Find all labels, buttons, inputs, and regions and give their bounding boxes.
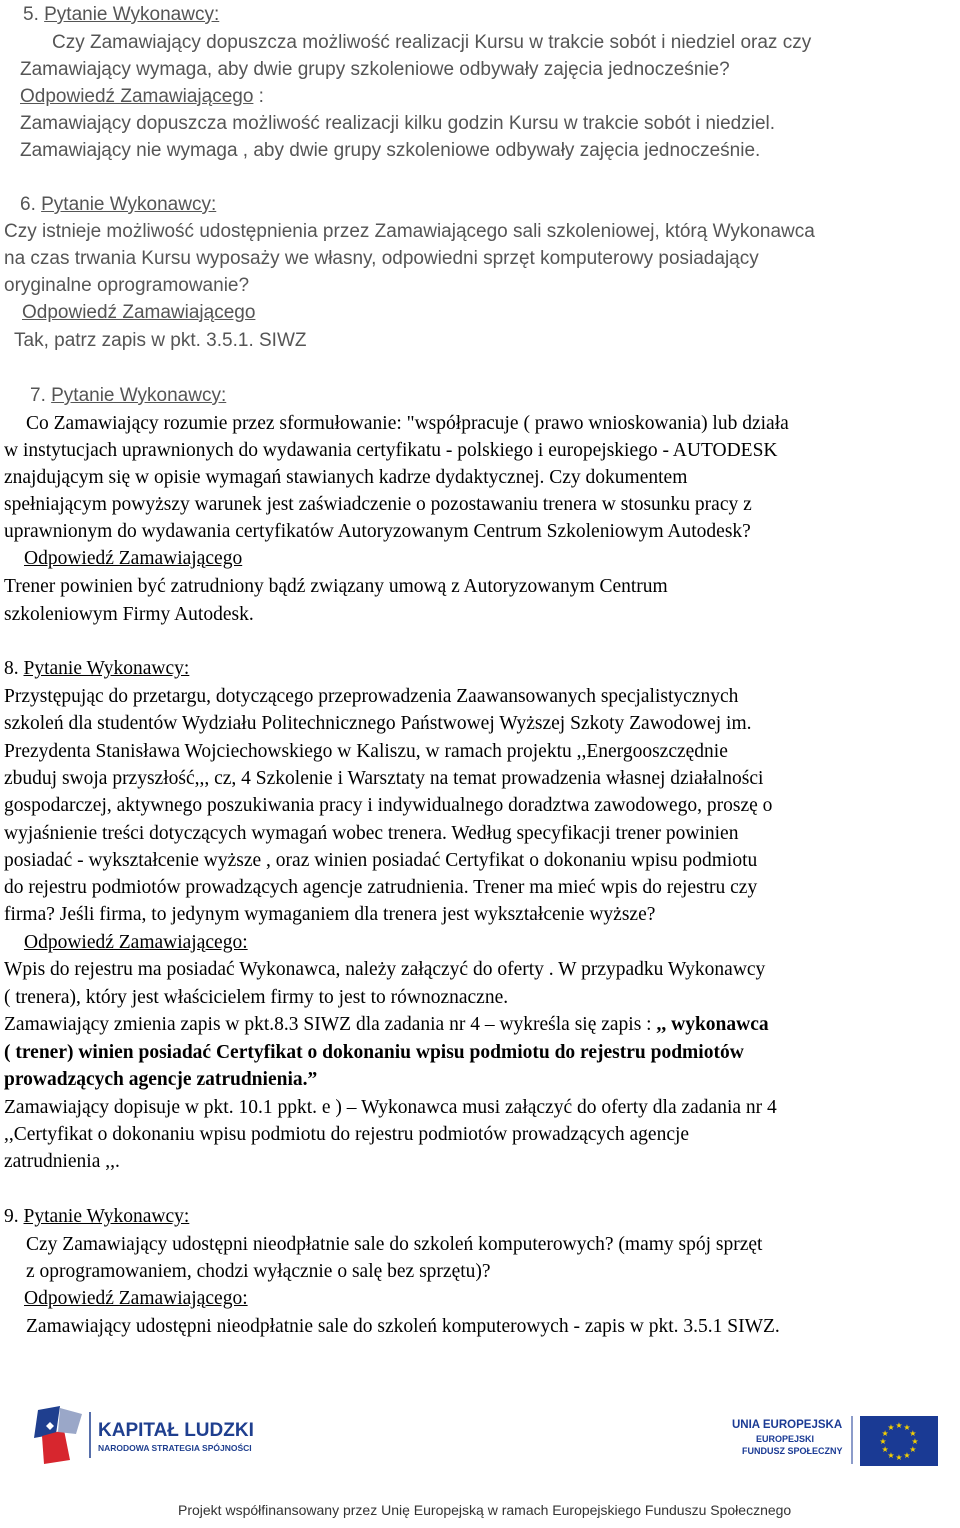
q8-line-4: zbuduj swoja przyszłość,,, cz, 4 Szkolenie i Warsztaty na temat prowadzenia własnej działalności: [4, 768, 764, 789]
q8-line-6: wyjaśnienie treści dotyczących wymagań wobec trenera. Według specyfikacji trener powinien: [4, 823, 739, 844]
eu-line-1: UNIA EUROPEJSKA: [732, 1419, 843, 1431]
eu-social-fund-logo: [728, 1412, 960, 1468]
q7-answer-line-2: szkoleniowym Firmy Autodesk.: [4, 604, 254, 625]
kapital-ludzki-subtitle: NARODOWA STRATEGIA SPÓJNOŚCI: [98, 1443, 252, 1453]
eu-flag-icon: [728, 1412, 960, 1468]
eu-star-icon: ★: [909, 1429, 917, 1438]
q7-heading: [30, 384, 226, 408]
q5-answer-label: Odpowiedź Zamawiającego: [20, 86, 254, 107]
q8-line-2: szkoleń dla studentów Wydziału Politechnicznego Państwowej Wyższej Szkoty Zawodowej im.: [4, 713, 752, 734]
kapital-ludzki-logo: [20, 1404, 280, 1466]
q5-answer-heading: [20, 85, 264, 109]
q5-answer-colon: :: [253, 86, 264, 107]
footer-note: Projekt współfinansowany przez Unię Europejską w ramach Europejskiego Funduszu Społecznego: [178, 1502, 792, 1518]
q8-line-7: posiadać - wykształcenie wyższe , oraz winien posiadać Certyfikat o dokonaniu wpisu podmiotu: [4, 850, 758, 871]
q9-answer-label: Odpowiedź Zamawiającego:: [24, 1288, 248, 1309]
eu-star-icon: ★: [911, 1437, 919, 1446]
eu-star-icon: ★: [895, 1421, 903, 1430]
q7-line-1: Co Zamawiający rozumie przez sformułowanie: "współpracuje ( prawo wnioskowania) lub działa: [26, 413, 789, 434]
q8-line-9: firma? Jeśli firma, to jedynym wymaganiem dla trenera jest wykształcenie wyższe?: [4, 904, 656, 925]
q8-change-line-2: ( trener) winien posiadać Certyfikat o dokonaniu wpisu podmiotu do rejestru podmiotów: [4, 1042, 744, 1063]
q7-answer-line-1: Trener powinien być zatrudniony bądź związany umową z Autoryzowanym Centrum: [4, 576, 668, 597]
q9-heading-num: 9.: [4, 1206, 24, 1227]
q5-line-1: Czy Zamawiający dopuszcza możliwość realizacji Kursu w trakcie sobót i niedziel oraz czy: [52, 32, 812, 53]
q8-answer-heading: [24, 931, 248, 955]
q9-heading: [4, 1205, 189, 1229]
eu-star-icon: ★: [887, 1450, 895, 1460]
q6-answer-line-1: Tak, patrz zapis w pkt. 3.5.1. SIWZ: [14, 330, 307, 351]
eu-star-icon: ★: [887, 1423, 895, 1433]
q7-heading-label: Pytanie Wykonawcy:: [51, 385, 227, 406]
eu-star-icon: ★: [881, 1429, 889, 1438]
q8-line-8: do rejestru podmiotów prowadzących agencje zatrudnienia. Trener ma mieć wpis do rejestru czy: [4, 877, 758, 898]
eu-line-3: FUNDUSZ SPOŁECZNY: [742, 1446, 843, 1456]
q8-change-line-3: prowadzących agencje zatrudnienia.”: [4, 1069, 318, 1090]
q7-answer-heading: [24, 547, 242, 571]
q9-answer-line-1: Zamawiający udostępni nieodpłatnie sale do szkoleń komputerowych - zapis w pkt. 3.5.1 SIWZ.: [26, 1316, 780, 1337]
q8-line-3-text: Prezydenta Stanisława Wojciechowskiego w Kaliszu, w ramach projektu ,,Energooszczędnie: [4, 741, 728, 762]
q7-line-2: w instytucjach uprawnionych do wydawania certyfikatu - polskiego i europejskiego - AUTODESK: [4, 440, 778, 461]
q8-change-bold-1: ,, wykonawca: [656, 1014, 769, 1035]
q9-heading-label: Pytanie Wykonawcy:: [23, 1206, 190, 1227]
q8-add-line-2: [4, 1123, 956, 1147]
q5-answer-line-1: Zamawiający dopuszcza możliwość realizacji kilku godzin Kursu w trakcie sobót i niedziel.: [20, 113, 776, 134]
q9-answer-heading: [24, 1287, 248, 1311]
q6-answer-heading: [22, 301, 255, 325]
q8-add-line-3: zatrudnienia ,,.: [4, 1151, 120, 1172]
q8-change-line-1: [4, 1013, 769, 1037]
q5-heading-num: 5.: [23, 4, 45, 25]
q8-answer-line-2: ( trenera), który jest właścicielem firmy to jest to równoznaczne.: [4, 987, 509, 1008]
q5-line-2: Zamawiający wymaga, aby dwie grupy szkoleniowe odbywały zajęcia jednocześnie?: [20, 59, 730, 80]
kapital-ludzki-emblem-icon: [20, 1404, 280, 1466]
q6-heading-num: 6.: [20, 194, 42, 215]
eu-star-icon: ★: [881, 1445, 889, 1454]
q7-line-5: uprawnionym do wydawania certyfikatów Autoryzowanym Centrum Szkoleniowym Autodesk?: [4, 521, 751, 542]
q8-line-3: [4, 740, 956, 764]
q5-heading: [23, 3, 219, 27]
eu-star-icon: ★: [903, 1423, 911, 1433]
q6-answer-label: Odpowiedź Zamawiającego: [22, 302, 256, 323]
eu-star-icon: ★: [895, 1453, 903, 1462]
q5-answer-line-2: Zamawiający nie wymaga , aby dwie grupy szkoleniowe odbywały zajęcia jednocześnie.: [20, 140, 761, 161]
q7-line-4: spełniającym powyższy warunek jest zaświadczenie o pozostawaniu trenera w stosunku pracy z: [4, 494, 752, 515]
q6-heading: [20, 193, 216, 217]
kapital-ludzki-title: KAPITAŁ LUDZKI: [98, 1420, 254, 1441]
q6-line-1: Czy istnieje możliwość udostępnienia przez Zamawiającego sali szkoleniowej, którą Wykonawca: [4, 221, 815, 242]
q8-line-5: gospodarczej, aktywnego poszukiwania pracy i indywidualnego doradztwa zawodowego, proszę o: [4, 795, 773, 816]
q6-line-3: oryginalne oprogramowanie?: [4, 275, 250, 296]
q8-answer-label: Odpowiedź Zamawiającego:: [24, 932, 248, 953]
eu-line-2: EUROPEJSKI: [756, 1434, 815, 1444]
q8-heading-label: Pytanie Wykonawcy:: [23, 658, 190, 679]
q9-line-1: Czy Zamawiający udostępni nieodpłatnie sale do szkoleń komputerowych? (mamy spój sprzęt: [26, 1234, 763, 1255]
q8-heading: [4, 657, 189, 681]
q7-line-3: znajdującym się w opisie wymagań stawianych kadrze dydaktycznej. Czy dokumentem: [4, 467, 688, 488]
q8-answer-line-1: Wpis do rejestru ma posiadać Wykonawca, należy załączyć do oferty . W przypadku Wykonawcy: [4, 959, 766, 980]
q7-answer-label: Odpowiedź Zamawiającego: [24, 548, 243, 569]
q8-add-line-1: Zamawiający dopisuje w pkt. 10.1 ppkt. e ) – Wykonawca musi załączyć do oferty dla zadania nr 4: [4, 1097, 777, 1118]
q8-heading-num: 8.: [4, 658, 24, 679]
q5-heading-label: Pytanie Wykonawcy:: [44, 4, 220, 25]
q8-line-1: Przystępując do przetargu, dotyczącego przeprowadzenia Zaawansowanych specjalistycznych: [4, 686, 739, 707]
q7-heading-num: 7.: [30, 385, 52, 406]
eu-star-icon: ★: [909, 1445, 917, 1454]
q6-heading-label: Pytanie Wykonawcy:: [41, 194, 217, 215]
q6-line-2: na czas trwania Kursu wyposaży we własny, odpowiedni sprzęt komputerowy posiadający: [4, 248, 759, 269]
q8-add-line-2-text: ,,Certyfikat o dokonaniu wpisu podmiotu do rejestru podmiotów prowadzących agencje: [4, 1124, 690, 1145]
eu-star-icon: ★: [903, 1450, 911, 1460]
eu-star-icon: ★: [879, 1437, 887, 1446]
q9-line-2: z oprogramowaniem, chodzi wyłącznie o salę bez sprzętu)?: [26, 1261, 491, 1282]
q8-change-prefix: Zamawiający zmienia zapis w pkt.8.3 SIWZ dla zadania nr 4 – wykreśla się zapis :: [4, 1014, 657, 1035]
